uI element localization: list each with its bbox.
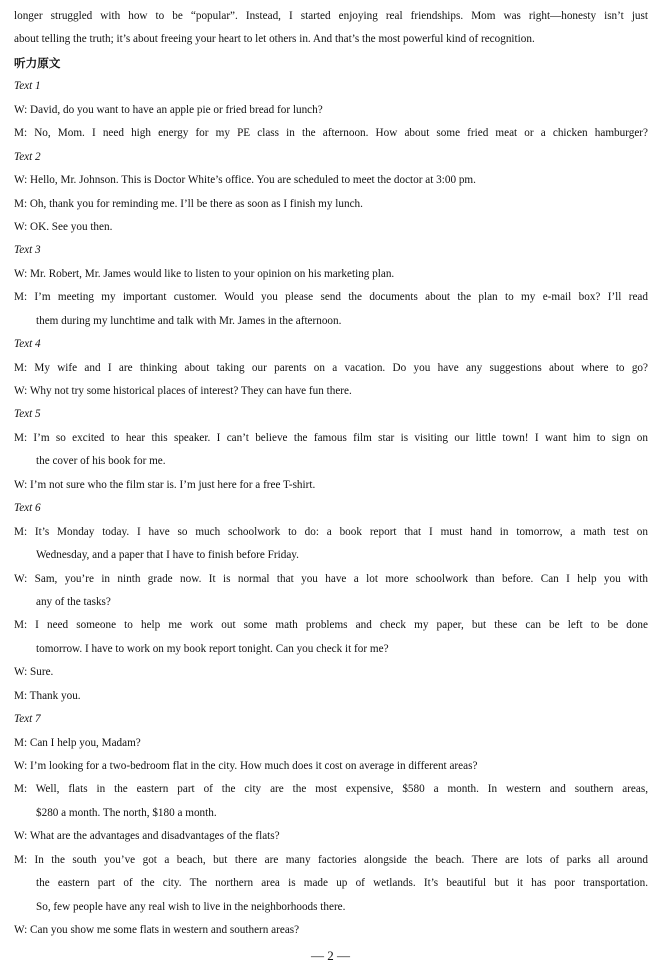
dialogue-line: W: Hello, Mr. Johnson. This is Doctor White’s office. You are scheduled to meet the doctor at 3:00 pm. [14, 174, 476, 187]
intro-line-2: about telling the truth; it’s about freeing your heart to let others in. And that’s the most powerful kind of recognition. [14, 33, 535, 46]
text-label: Text 1 [14, 80, 41, 93]
dialogue-line: W: Mr. Robert, Mr. James would like to listen to your opinion on his marketing plan. [14, 267, 395, 280]
intro-line-1: longer struggled with how to be “popular”. Instead, I started enjoying real friendships. Mom was right—honesty isn’t just [14, 10, 648, 22]
dialogue-line: them during my lunchtime and talk with Mr. James in the afternoon. [36, 314, 342, 327]
dialogue-line: any of the tasks? [36, 595, 111, 608]
dialogue-line: W: Sam, you’re in ninth grade now. It is normal that you have a lot more schoolwork than before. Can I help you with [14, 572, 648, 585]
dialogue-line: M: Oh, thank you for reminding me. I’ll be there as soon as I finish my lunch. [14, 197, 363, 210]
dialogue-line: M: Thank you. [14, 689, 81, 702]
section-title: 听力原文 [14, 55, 61, 70]
dialogue-line: So, few people have any real wish to live in the neighborhoods there. [36, 900, 346, 913]
text-label: Text 2 [14, 150, 41, 163]
dialogue-line: M: No, Mom. I need high energy for my PE class in the afternoon. How about some fried meat or a chicken hamburger? [14, 127, 648, 140]
dialogue-line: W: Why not try some historical places of interest? They can have fun there. [14, 385, 352, 397]
dialogue-line: W: What are the advantages and disadvantages of the flats? [14, 830, 280, 843]
dialogue-line: M: In the south you’ve got a beach, but there are many factories alongside the beach. There are lots of parks all around [14, 853, 648, 866]
dialogue-line: the eastern part of the city. The northern area is made up of wetlands. It’s beautiful but it has poor transportation. [36, 877, 648, 890]
dialogue-line: M: It’s Monday today. I have so much schoolwork to do: a book report that I must hand in tomorrow, a math test on [14, 525, 648, 538]
dialogue-line: M: Well, flats in the eastern part of the city are the most expensive, $580 a month. In western and southern areas, [14, 783, 648, 796]
dialogue-line: tomorrow. I have to work on my book report tonight. Can you check it for me? [36, 642, 389, 655]
dialogue-line: M: My wife and I are thinking about taking our parents on a vacation. Do you have any suggestions about where to go? [14, 361, 648, 374]
dialogue-line: W: Sure. [14, 666, 54, 679]
dialogue-line: W: Can you show me some flats in western and southern areas? [14, 924, 300, 937]
page-number: — 2 — [311, 948, 350, 963]
dialogue-line: $280 a month. The north, $180 a month. [36, 806, 217, 819]
dialogue-line: the cover of his book for me. [36, 455, 166, 468]
dialogue-line: M: I’m meeting my important customer. Would you please send the documents about the plan to my e-mail box? I’ll read [14, 291, 648, 304]
listening-texts [14, 75, 648, 942]
text-label: Text 4 [14, 338, 41, 351]
text-label: Text 3 [14, 244, 41, 257]
text-label: Text 7 [14, 713, 41, 726]
dialogue-line: M: Can I help you, Madam? [14, 736, 141, 749]
dialogue-line: W: I’m not sure who the film star is. I’m just here for a free T-shirt. [14, 478, 316, 491]
dialogue-line: M: I need someone to help me work out some math problems and check my paper, but these can be left to be done [14, 619, 648, 632]
dialogue-line: W: David, do you want to have an apple pie or fried bread for lunch? [14, 103, 323, 116]
text-label: Text 5 [14, 408, 41, 421]
document-content [14, 5, 648, 943]
text-label: Text 6 [14, 502, 41, 515]
dialogue-line: W: OK. See you then. [14, 220, 113, 233]
dialogue-line: Wednesday, and a paper that I have to finish before Friday. [36, 549, 299, 562]
dialogue-line: W: I’m looking for a two-bedroom flat in the city. How much does it cost on average in different areas? [14, 760, 478, 772]
dialogue-line: M: I’m so excited to hear this speaker. I can’t believe the famous film star is visiting our little town! I want him to sign on [14, 431, 648, 444]
